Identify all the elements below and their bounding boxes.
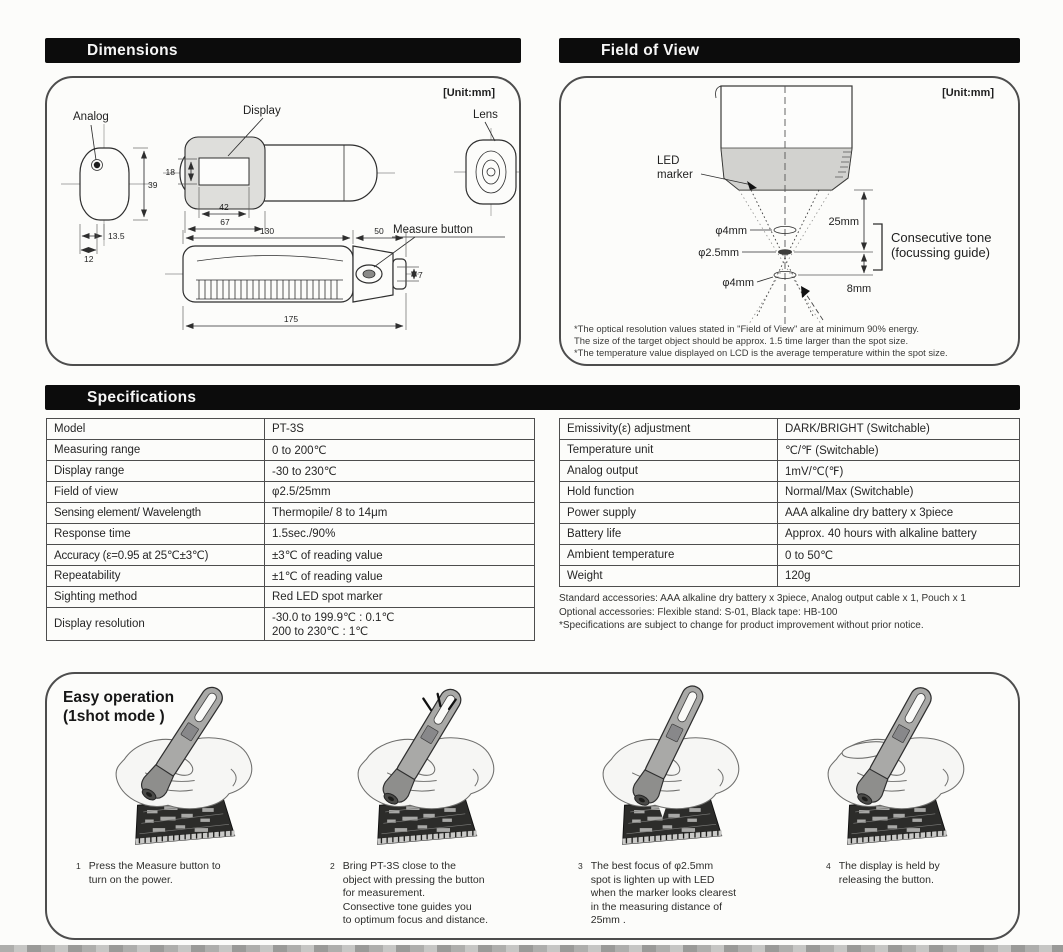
spot-mid-label: φ2.5mm	[698, 247, 739, 259]
after-distance-label: 8mm	[846, 283, 872, 295]
dimensions-section-header: Dimensions	[45, 38, 521, 63]
step-caption-4	[826, 860, 1026, 887]
dim-head-length: 50	[374, 226, 384, 236]
spec-value-cell: ℃/℉ (Switchable)	[778, 440, 1020, 461]
table-row	[560, 461, 1020, 482]
table-row	[47, 545, 535, 566]
dimensions-panel	[45, 76, 521, 366]
spec-value-cell	[265, 608, 535, 641]
spec-label-cell: Temperature unit	[560, 440, 778, 461]
tone-bracket	[873, 224, 882, 270]
fov-unit-label: [Unit:mm]	[942, 87, 994, 99]
spec-value-cell: DARK/BRIGHT (Switchable)	[778, 419, 1020, 440]
spec-value-cell: 0 to 200℃	[265, 440, 535, 461]
spec-value-cell: Approx. 40 hours with alkaline battery	[778, 524, 1020, 545]
step-number: 4	[826, 861, 831, 871]
spec-value-cell: Red LED spot marker	[265, 587, 535, 608]
spec-label-cell: Hold function	[560, 482, 778, 503]
led-marker-label-line2: marker	[657, 169, 693, 181]
fov-note-3: *The temperature value displayed on LCD is the average temperature within the spot size.	[574, 347, 948, 358]
spec-label-cell: Response time	[47, 524, 265, 545]
spec-value-cell: 0 to 50℃	[778, 545, 1020, 566]
table-row	[560, 440, 1020, 461]
dimensions-unit-label: [Unit:mm]	[443, 87, 495, 99]
dim-total-length: 175	[283, 314, 299, 324]
dim-button-height: 7	[418, 270, 423, 280]
tone-label-line1: Consecutive tone	[891, 230, 992, 245]
spec-value-cell: PT-3S	[265, 419, 535, 440]
step-caption-3	[578, 860, 818, 928]
spec-label-cell: Display range	[47, 461, 265, 482]
dimensions-diagram	[47, 78, 519, 364]
spec-value-line1: -30.0 to 199.9℃ : 0.1℃	[272, 612, 395, 624]
focus-distance-label: 25mm	[828, 216, 859, 228]
analog-label: Analog	[73, 111, 109, 123]
table-row	[47, 482, 535, 503]
specifications-section-header: Specifications	[45, 385, 1020, 410]
lens-shape	[466, 140, 516, 204]
step-text: The display is held by releasing the button.	[838, 860, 940, 886]
spec-label-cell: Sensing element/ Wavelength	[47, 503, 265, 524]
analog-output-hole	[94, 162, 100, 168]
table-row	[560, 419, 1020, 440]
dim-front-width: 13.5	[108, 231, 125, 241]
spec-value-cell: -30 to 230℃	[265, 461, 535, 482]
table-row	[560, 566, 1020, 587]
specifications-right-table	[559, 418, 1020, 587]
illustration-step-1	[88, 684, 288, 856]
field-of-view-panel	[559, 76, 1020, 366]
step-text: The best focus of φ2.5mm spot is lighten up with LED when the marker looks clearest in the measuring distance of 25mm .	[590, 860, 737, 926]
illustration-step-3	[575, 684, 775, 856]
note-line: Optional accessories: Flexible stand: S-01, Black tape: HB-100	[559, 606, 838, 618]
easy-operation-title-line2: (1shot mode )	[63, 708, 165, 725]
step-number: 2	[330, 861, 335, 871]
spec-value-cell: φ2.5/25mm	[265, 482, 535, 503]
table-row	[560, 545, 1020, 566]
dim-display-height: 18	[165, 167, 175, 177]
fov-note-1: *The optical resolution values stated in "Field of View" are at minimum 90% energy.	[574, 323, 920, 334]
table-row	[47, 524, 535, 545]
spec-label-cell: Battery life	[560, 524, 778, 545]
dim-display-housing-width: 67	[220, 217, 230, 227]
note-line: *Specifications are subject to change for product improvement without prior notice.	[559, 620, 924, 631]
spec-value-cell: 120g	[778, 566, 1020, 587]
specifications-left-table	[46, 418, 535, 641]
table-row	[47, 440, 535, 461]
spec-label-cell: Sighting method	[47, 587, 265, 608]
table-row	[47, 419, 535, 440]
step-number: 1	[76, 861, 81, 871]
spec-label-cell: Repeatability	[47, 566, 265, 587]
fov-device-drawing	[716, 86, 852, 190]
fov-note-2: The size of the target object should be approx. 1.5 time larger than the spot size.	[574, 335, 909, 346]
dim-front-offset: 12	[84, 254, 94, 264]
measure-button-label: Measure button	[393, 224, 473, 236]
step-text: Bring PT-3S close to the object with pressing the button for measurement. Consective tone guides you to optimum focus and distance.	[342, 860, 489, 926]
field-of-view-section-header: Field of View	[559, 38, 1020, 63]
spec-value-cell: 1.5sec./90%	[265, 524, 535, 545]
spec-value-line2: 200 to 230℃ : 1℃	[272, 626, 369, 638]
spec-value-cell: ±3℃ of reading value	[265, 545, 535, 566]
spec-value-cell: Thermopile/ 8 to 14μm	[265, 503, 535, 524]
spec-value-cell: Normal/Max (Switchable)	[778, 482, 1020, 503]
spot-focus-ellipse	[778, 249, 792, 255]
tone-label-line2: (focussing guide)	[891, 245, 990, 260]
dim-body-length: 130	[259, 226, 275, 236]
step-number: 3	[578, 861, 583, 871]
illustration-step-2	[330, 684, 530, 856]
display-label: Display	[243, 105, 281, 117]
bottom-view-drawing	[165, 224, 505, 330]
dim-display-width: 42	[219, 202, 229, 212]
spec-label-cell: Ambient temperature	[560, 545, 778, 566]
step-caption-1	[76, 860, 306, 887]
step-caption-2	[330, 860, 570, 928]
spec-value-cell: ±1℃ of reading value	[265, 566, 535, 587]
spot-bottom-label: φ4mm	[722, 277, 754, 289]
spec-label-cell: Emissivity(ε) adjustment	[560, 419, 778, 440]
accessories-notes	[559, 592, 1029, 633]
table-row	[47, 608, 535, 641]
spec-label-cell: Analog output	[560, 461, 778, 482]
spec-label-cell: Field of view	[47, 482, 265, 503]
dim-front-height: 39	[148, 180, 158, 190]
table-row	[560, 482, 1020, 503]
table-row	[47, 566, 535, 587]
illustration-step-4	[800, 684, 1000, 856]
field-of-view-diagram	[561, 78, 1018, 364]
led-marker-label-line1: LED	[657, 155, 680, 167]
spec-label-cell: Model	[47, 419, 265, 440]
side-view-drawing	[163, 105, 395, 233]
table-row	[560, 524, 1020, 545]
spec-label-cell: Weight	[560, 566, 778, 587]
front-view-drawing	[61, 111, 158, 264]
spec-label-cell: Power supply	[560, 503, 778, 524]
display-window	[199, 158, 249, 185]
spec-label-cell: Accuracy (ε=0.95 at 25℃±3℃)	[47, 545, 265, 566]
step-text: Press the Measure button to turn on the power.	[88, 860, 221, 886]
scan-edge-strip	[0, 945, 1063, 952]
table-row	[47, 587, 535, 608]
lens-view-drawing	[454, 109, 519, 216]
spec-label-cell: Display resolution	[47, 608, 265, 641]
lens-label: Lens	[473, 109, 498, 121]
table-row	[560, 503, 1020, 524]
spot-top-label: φ4mm	[715, 225, 747, 237]
note-line: Standard accessories: AAA alkaline dry battery x 3piece, Analog output cable x 1, Pouch x 1	[559, 593, 966, 604]
spec-label-cell: Measuring range	[47, 440, 265, 461]
spec-value-cell: AAA alkaline dry battery x 3piece	[778, 503, 1020, 524]
spec-value-cell: 1mV/℃(℉)	[778, 461, 1020, 482]
table-row	[47, 503, 535, 524]
table-row	[47, 461, 535, 482]
easy-operation-title-line1: Easy operation	[63, 689, 175, 706]
